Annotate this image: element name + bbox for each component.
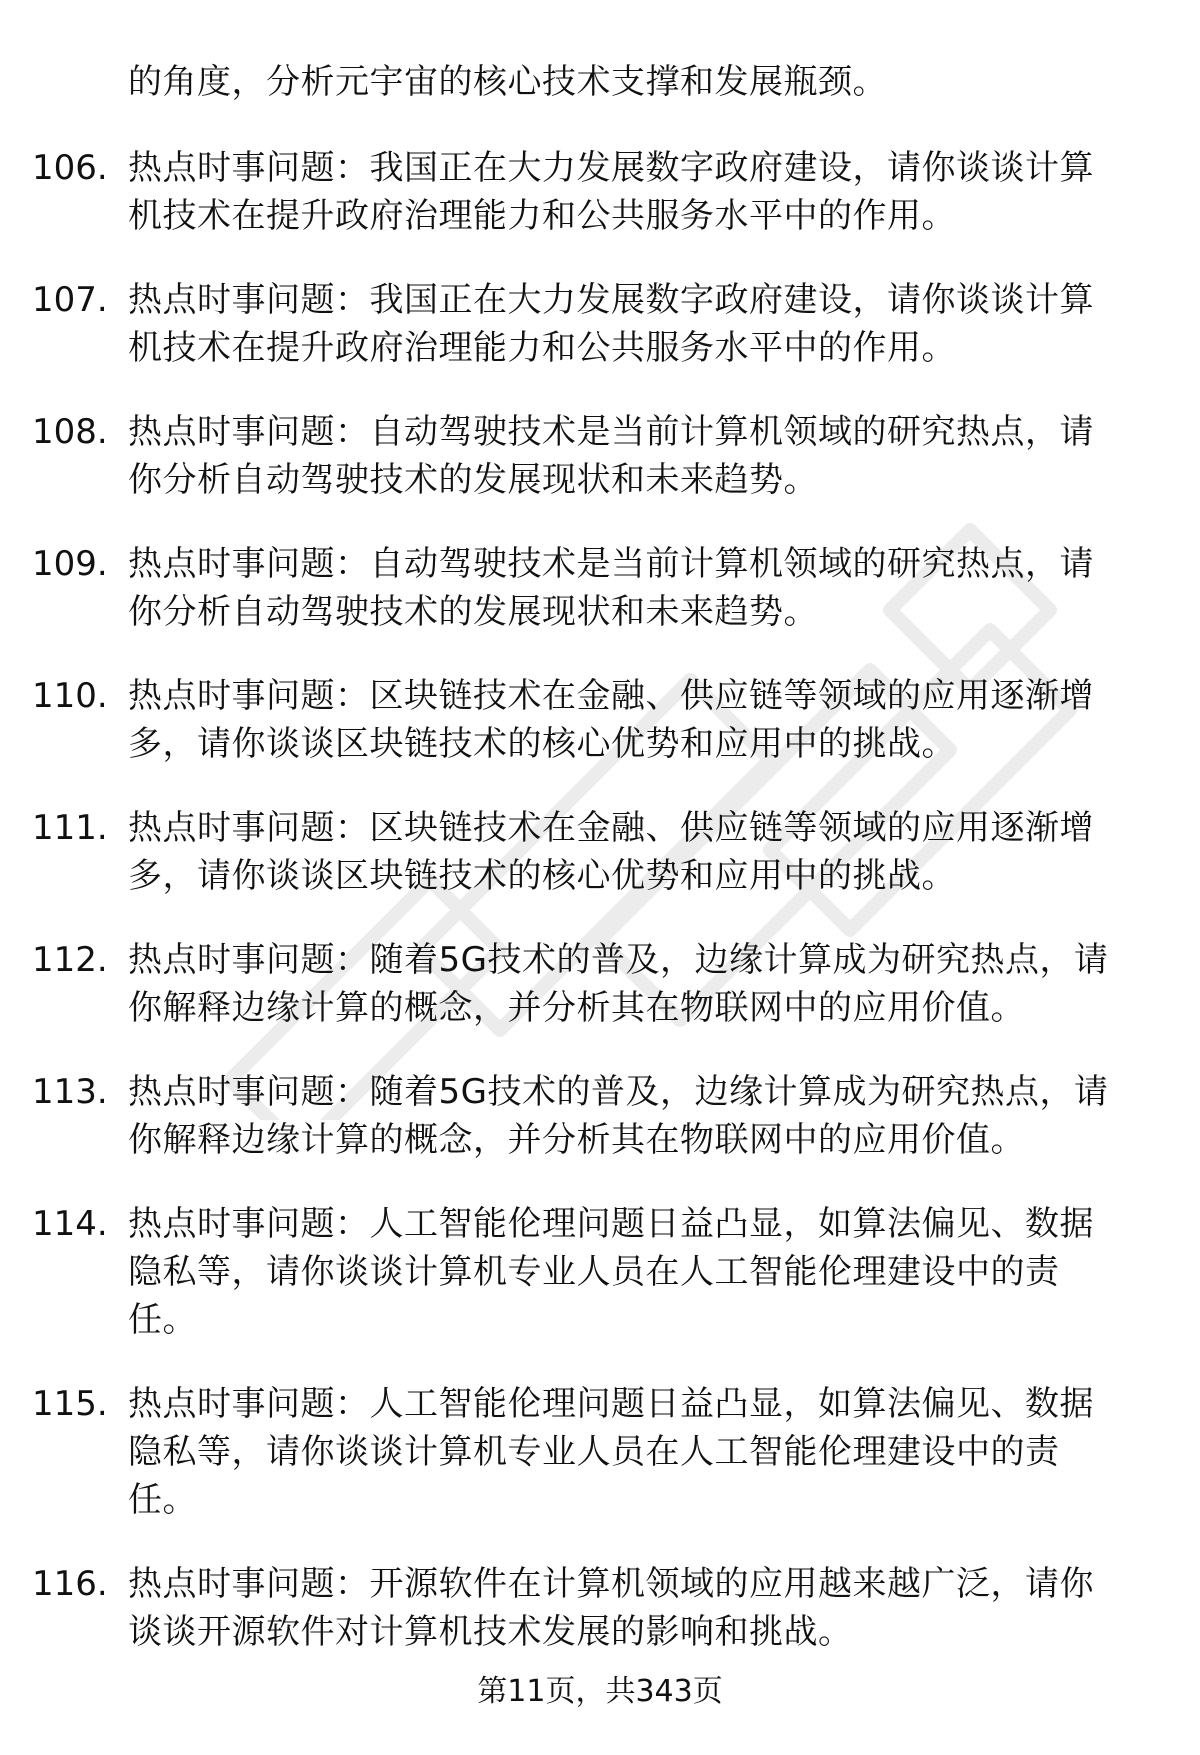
item-text bbox=[128, 1200, 1168, 1344]
text-line: 的角度，分析元宇宙的核心技术支撑和发展瓶颈。 bbox=[128, 62, 887, 102]
text-line: 你分析自动驾驶技术的发展现状和未来趋势。 bbox=[128, 460, 818, 500]
text-line: 热点时事问题：随着5G技术的普及，边缘计算成为研究热点，请 bbox=[128, 940, 1109, 980]
list-item bbox=[0, 804, 1200, 900]
item-number: 108. bbox=[32, 412, 108, 452]
text-line: 热点时事问题：我国正在大力发展数字政府建设，请你谈谈计算 bbox=[128, 280, 1094, 320]
item-text bbox=[128, 1560, 1168, 1656]
text-line: 热点时事问题：自动驾驶技术是当前计算机领域的研究热点，请 bbox=[128, 412, 1094, 452]
list-item bbox=[0, 408, 1200, 504]
text-line: 机技术在提升政府治理能力和公共服务水平中的作用。 bbox=[128, 196, 956, 236]
text-line: 你分析自动驾驶技术的发展现状和未来趋势。 bbox=[128, 592, 818, 632]
text-line: 机技术在提升政府治理能力和公共服务水平中的作用。 bbox=[128, 328, 956, 368]
text-line: 任。 bbox=[128, 1300, 197, 1340]
item-text bbox=[128, 276, 1168, 372]
list-item bbox=[0, 936, 1200, 1032]
text-line: 热点时事问题：随着5G技术的普及，边缘计算成为研究热点，请 bbox=[128, 1072, 1109, 1112]
list-item bbox=[0, 276, 1200, 372]
list-item bbox=[0, 1560, 1200, 1656]
item-number: 114. bbox=[32, 1204, 108, 1244]
text-line: 多，请你谈谈区块链技术的核心优势和应用中的挑战。 bbox=[128, 724, 956, 764]
item-text bbox=[128, 540, 1168, 636]
text-line: 热点时事问题：我国正在大力发展数字政府建设，请你谈谈计算 bbox=[128, 148, 1094, 188]
item-text bbox=[128, 672, 1168, 768]
list-item bbox=[0, 1200, 1200, 1344]
text-line: 热点时事问题：自动驾驶技术是当前计算机领域的研究热点，请 bbox=[128, 544, 1094, 584]
item-number: 112. bbox=[32, 940, 108, 980]
item-text bbox=[128, 1068, 1168, 1164]
item-number: 115. bbox=[32, 1384, 108, 1424]
text-line: 热点时事问题：人工智能伦理问题日益凸显，如算法偏见、数据 bbox=[128, 1204, 1094, 1244]
item-number: 107. bbox=[32, 280, 108, 320]
text-line: 隐私等，请你谈谈计算机专业人员在人工智能伦理建设中的责 bbox=[128, 1432, 1060, 1472]
question-list bbox=[0, 144, 1200, 1692]
text-line: 热点时事问题：人工智能伦理问题日益凸显，如算法偏见、数据 bbox=[128, 1384, 1094, 1424]
text-line: 隐私等，请你谈谈计算机专业人员在人工智能伦理建设中的责 bbox=[128, 1252, 1060, 1292]
item-number: 111. bbox=[32, 808, 108, 848]
text-line: 你解释边缘计算的概念，并分析其在物联网中的应用价值。 bbox=[128, 988, 1025, 1028]
text-line: 你解释边缘计算的概念，并分析其在物联网中的应用价值。 bbox=[128, 1120, 1025, 1160]
page-number-footer: 第11页，共343页 bbox=[477, 1674, 723, 1709]
list-item bbox=[0, 144, 1200, 240]
item-text bbox=[128, 408, 1168, 504]
item-number: 113. bbox=[32, 1072, 108, 1112]
list-item bbox=[0, 1068, 1200, 1164]
text-line: 热点时事问题：开源软件在计算机领域的应用越来越广泛，请你 bbox=[128, 1564, 1094, 1604]
item-number: 109. bbox=[32, 544, 108, 584]
continuation-text bbox=[128, 58, 887, 106]
item-text bbox=[128, 804, 1168, 900]
list-item bbox=[0, 1380, 1200, 1524]
list-item bbox=[0, 540, 1200, 636]
text-line: 多，请你谈谈区块链技术的核心优势和应用中的挑战。 bbox=[128, 856, 956, 896]
item-number: 110. bbox=[32, 676, 108, 716]
item-number: 116. bbox=[32, 1564, 108, 1604]
text-line: 任。 bbox=[128, 1480, 197, 1520]
text-line: 热点时事问题：区块链技术在金融、供应链等领域的应用逐渐增 bbox=[128, 808, 1094, 848]
item-text bbox=[128, 144, 1168, 240]
item-text bbox=[128, 936, 1168, 1032]
text-line: 谈谈开源软件对计算机技术发展的影响和挑战。 bbox=[128, 1612, 853, 1652]
text-line: 热点时事问题：区块链技术在金融、供应链等领域的应用逐渐增 bbox=[128, 676, 1094, 716]
list-item bbox=[0, 672, 1200, 768]
item-text bbox=[128, 1380, 1168, 1524]
item-number: 106. bbox=[32, 148, 108, 188]
